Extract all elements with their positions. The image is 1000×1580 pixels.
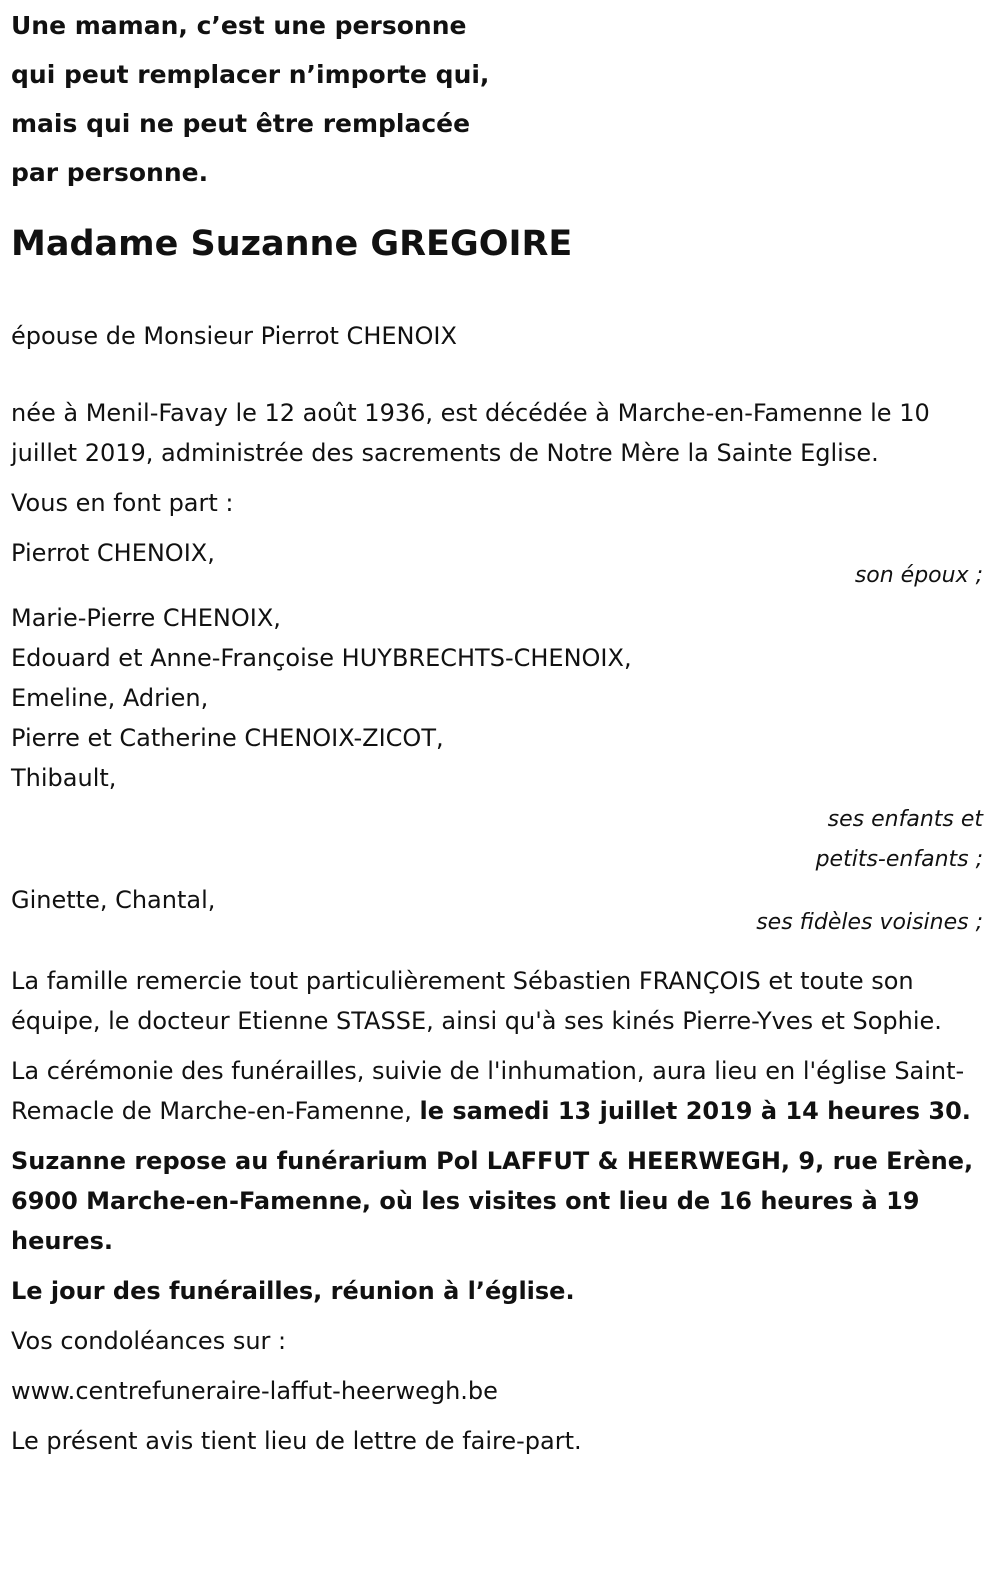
family-name: Thibault, — [11, 764, 117, 792]
footer-note: Le présent avis tient lieu de lettre de faire-part. — [11, 1427, 582, 1455]
relation-line: ses enfants et — [827, 807, 983, 832]
ceremony-date: le samedi 13 juillet 2019 à 14 heures 30. — [419, 1097, 971, 1125]
relation-label — [11, 800, 983, 880]
family-name: Emeline, Adrien, — [11, 684, 209, 712]
condolences-url[interactable]: www.centrefuneraire-laffut-heerwegh.be — [11, 1377, 498, 1405]
spouse-line: épouse de Monsieur Pierrot CHENOIX — [11, 322, 457, 350]
relation-line: ses fidèles voisines ; — [756, 910, 983, 935]
quote-line: mais qui ne peut être remplacée — [11, 109, 471, 138]
family-name: Ginette, Chantal, — [11, 886, 216, 914]
deceased-name: Madame Suzanne GREGOIRE — [11, 224, 573, 264]
quote-line: par personne. — [11, 158, 209, 187]
funeral-home-text: Suzanne repose au funérarium Pol LAFFUT & HEERWEGH, 9, rue Erène, 6900 Marche-en-Famenne, où les visites ont lieu de 16 heures à 19 heures. — [11, 1147, 974, 1255]
relation-line: petits-enfants ; — [815, 847, 983, 872]
birth-death-text: née à Menil-Favay le 12 août 1936, est décédée à Marche-en-Famenne le 10 juillet 2019, administrée des sacrements de Notre Mère la Sainte Eglise. — [11, 399, 930, 467]
meeting-text: Le jour des funérailles, réunion à l’église. — [11, 1277, 575, 1305]
family-name: Pierrot CHENOIX, — [11, 539, 215, 567]
ceremony-text — [11, 1051, 983, 1131]
family-children-block — [11, 598, 983, 880]
ceremony-details: La cérémonie des funérailles, suivie de l'inhumation, aura lieu en l'église Saint-Remacle de Marche-en-Famenne, — [11, 1057, 965, 1125]
condolences-label: Vos condoléances sur : — [11, 1327, 287, 1355]
relation-line: son époux ; — [854, 563, 983, 588]
family-names — [11, 598, 983, 798]
family-name: Pierre et Catherine CHENOIX-ZICOT, — [11, 724, 444, 752]
quote-line: qui peut remplacer n’importe qui, — [11, 60, 490, 89]
announce-text: Vous en font part : — [11, 489, 234, 517]
opening-quote — [11, 0, 983, 197]
family-name: Edouard et Anne-Françoise HUYBRECHTS-CHENOIX, — [11, 644, 632, 672]
thanks-text: La famille remercie tout particulièrement Sébastien FRANÇOIS et toute son équipe, le docteur Etienne STASSE, ainsi qu'à ses kinés Pierre-Yves et Sophie. — [11, 967, 942, 1035]
family-spouse-block — [11, 533, 983, 596]
family-neighbours-block — [11, 880, 983, 943]
family-name: Marie-Pierre CHENOIX, — [11, 604, 281, 632]
quote-line: Une maman, c’est une personne — [11, 11, 467, 40]
